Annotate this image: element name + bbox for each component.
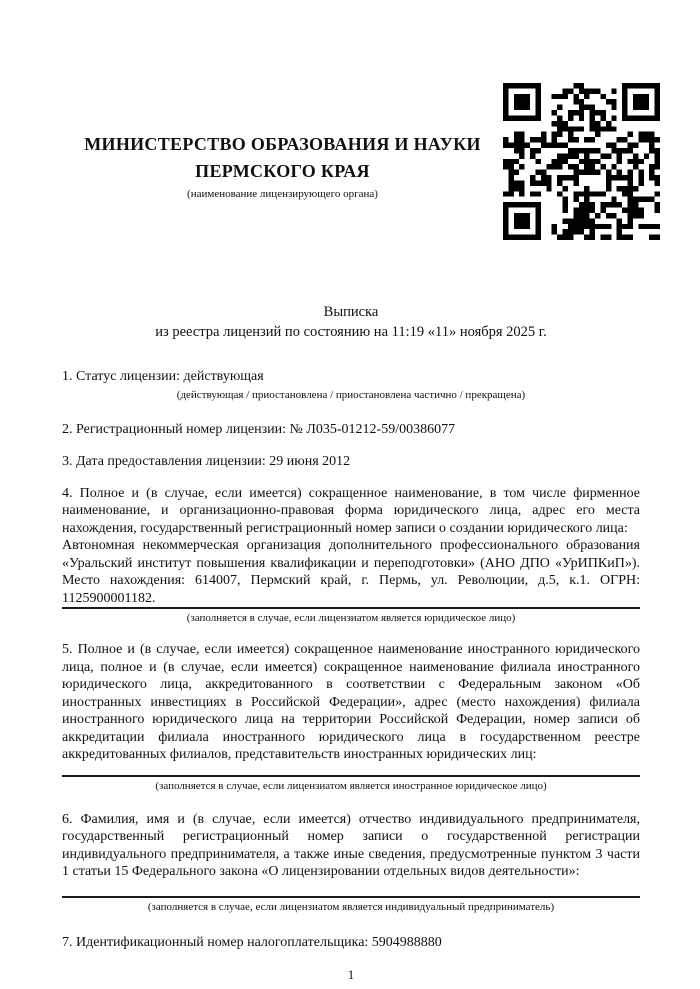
- field-registration-number: 2. Регистрационный номер лицензии: № Л035-01212-59/00386077: [62, 421, 456, 437]
- ministry-name-line2: ПЕРМСКОГО КРАЯ: [195, 161, 370, 181]
- entrepreneur-fill-note: (заполняется в случае, если лицензиатом является индивидуальный предприниматель): [62, 896, 640, 914]
- issuing-authority-caption: (наименование лицензирующего органа): [187, 188, 378, 200]
- legal-entity-label: 4. Полное и (в случае, если имеется) сокращенное наименование, в том числе фирменное наименование, и организационно-правовая форма юридического лица, адрес его места нахождения, государственный регистрационный номер записи о создании юридического лица:: [62, 485, 640, 536]
- field-taxpayer-number: 7. Идентификационный номер налогоплательщика: 5904988880: [62, 934, 442, 950]
- field-legal-entity: [62, 485, 640, 626]
- foreign-entity-fill-note: (заполняется в случае, если лицензиатом является иностранное юридическое лицо): [62, 775, 640, 793]
- field-entrepreneur: [62, 811, 640, 914]
- field-license-status: [62, 368, 640, 402]
- foreign-entity-label: 5. Полное и (в случае, если имеется) сокращенное наименование иностранного юридического лица, полное и (в случае, если имеется) сокращенное наименование филиала иностранного юридического лица, аккредитованного в соответствии с Федеральным законом «Об иностранных инвестициях в Российской Федерации», адрес (место нахождения) филиала иностранного юридического лица на территории Российской Федерации, номер записи об аккредитации филиала иностранного юридического лица в государственном реестре аккредитованных филиалов, представительств иностранных юридических лиц:: [62, 642, 640, 762]
- field-foreign-entity: [62, 641, 640, 793]
- ministry-name-line1: МИНИСТЕРСТВО ОБРАЗОВАНИЯ И НАУКИ: [84, 134, 481, 154]
- legal-entity-fill-note: (заполняется в случае, если лицензиатом является юридическое лицо): [62, 607, 640, 625]
- license-status-options-caption: (действующая / приостановлена / приостановлена частично / прекращена): [176, 388, 526, 401]
- legal-entity-value: Автономная некоммерческая организация дополнительного профессионального образования «Уральский институт повышения квалификации и переподготовки» (АНО ДПО «УрИПКиП»). Место нахождения: 614007, Пермский край, г. Пермь, ул. Революции, д.5, к.1. ОГРН: 1125900001182.: [62, 538, 640, 606]
- document-subtitle: из реестра лицензий по состоянию на 11:19 «11» ноября 2025 г.: [155, 324, 547, 340]
- qr-code-icon: [503, 83, 660, 240]
- entrepreneur-label: 6. Фамилия, имя и (в случае, если имеется) отчество индивидуального предпринимателя, государственный регистрационный номер записи о государственной регистрации индивидуального предпринимателя, а также иные сведения, предусмотренные пунктом 3 части 1 статьи 15 Федерального закона «О лицензировании отдельных видов деятельности»:: [62, 811, 640, 879]
- page-number: 1: [347, 967, 355, 982]
- document-header: [62, 83, 640, 240]
- license-status-value: 1. Статус лицензии: действующая: [62, 369, 264, 384]
- issuing-authority-block: [62, 83, 503, 240]
- document-title: Выписка: [323, 304, 379, 320]
- field-grant-date: 3. Дата предоставления лицензии: 29 июня 2012: [62, 454, 351, 469]
- document-title-block: [62, 302, 640, 342]
